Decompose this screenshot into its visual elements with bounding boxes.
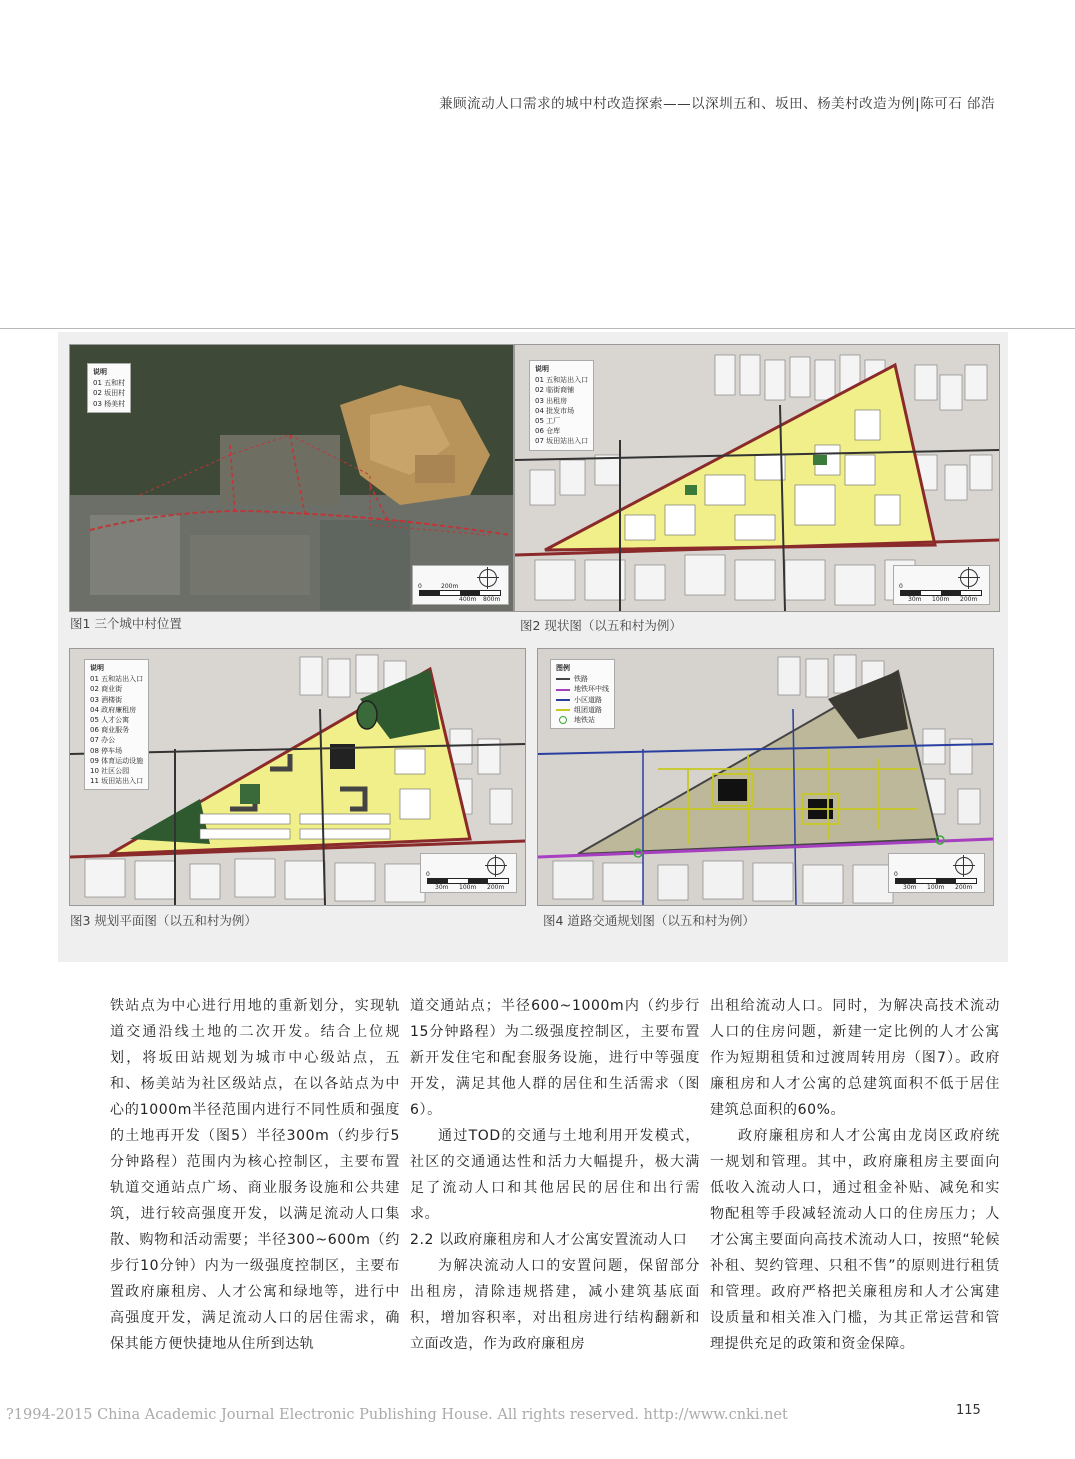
figure-2-scalebar [893, 565, 990, 605]
cluster-road-swatch [556, 709, 570, 711]
figure-2-legend [529, 360, 594, 451]
figure-2-caption: 图2 现状图（以五和村为例） [520, 618, 682, 633]
legend-item: 04 政府廉租房 [90, 705, 137, 714]
legend-item: 03 出租房 [535, 396, 568, 405]
legend-item: 05 工厂 [535, 417, 561, 426]
legend-title: 说明 [90, 664, 104, 672]
scale-label: 100m [932, 596, 950, 603]
figure-3-scalebar [420, 853, 517, 893]
north-arrow-icon [487, 857, 505, 875]
legend-item: 01 五和站出入口 [90, 675, 144, 684]
legend-item-railway: 铁路 [556, 674, 609, 684]
legend-item-metro: 地铁环中线 [556, 684, 609, 694]
scale-label: 30m [435, 884, 449, 891]
paragraph: 通过TOD的交通与土地利用开发模式，社区的交通通达性和活力大幅提升，极大满足了流动人口和其他居民的居住和出行需求。 [410, 1128, 700, 1222]
legend-item: 07 坂田站出入口 [535, 437, 589, 446]
legend-item: 03 酒楼街 [90, 695, 123, 704]
body-column-2 [410, 993, 700, 1357]
legend-item: 07 办公 [90, 736, 116, 745]
station-icon [559, 716, 567, 724]
north-arrow-icon [960, 569, 978, 587]
railway-swatch [556, 678, 570, 680]
scale-label: 0 [426, 871, 430, 878]
paragraph: 出租给流动人口。同时，为解决高技术流动人口的住房问题，新建一定比例的人才公寓作为短期租赁和过渡周转用房（图7）。政府廉租房和人才公寓的总建筑面积不低于居住建筑总面积的60%。 [710, 998, 1000, 1118]
legend-item: 02 坂田村 [93, 389, 126, 398]
legend-item-cluster-road: 组团道路 [556, 705, 609, 715]
legend-item: 09 体育运动设施 [90, 756, 144, 765]
legend-item: 02 商业街 [90, 685, 123, 694]
copyright-footer: ?1994-2015 China Academic Journal Electronic Publishing House. All rights reserved. http://www.cnki.net [6, 1407, 788, 1423]
legend-item: 06 仓库 [535, 427, 561, 436]
scale-label: 200m [487, 884, 505, 891]
scale-label: 30m [903, 884, 917, 891]
figure-1-caption: 图1 三个城中村位置 [70, 616, 182, 631]
legend-item: 04 批发市场 [535, 406, 575, 415]
legend-item: 05 人才公寓 [90, 716, 130, 725]
scale-label: 0 [894, 871, 898, 878]
scale-label: 200m [960, 596, 978, 603]
north-arrow-icon [479, 569, 497, 587]
scale-label: 0 [418, 583, 422, 590]
paragraph: 铁站点为中心进行用地的重新划分，实现轨道交通沿线土地的二次开发。结合上位规划，将坂田站规划为城市中心级站点，五和、杨美站为社区级站点，在以各站点为中心的1000m半径范围内进行不同性质和强度的土地再开发（图5）半径300m（约步行5分钟路程）范围内为核心控制区，主要布置轨道交通站点广场、商业服务设施和公共建筑，进行较高强度开发，以满足流动人口集散、购物和活动需要；半径300~600m（约步行10分钟）内为一级强度控制区，主要布置政府廉租房、人才公寓和绿地等，进行中高强度开发，满足流动人口的居住需求，确保其能方便快捷地从住所到达轨 [110, 998, 400, 1352]
legend-item: 11 坂田站出入口 [90, 777, 144, 786]
paragraph: 道交通站点；半径600~1000m内（约步行15分钟路程）为二级强度控制区，主要布置新开发住宅和配套服务设施，进行中等强度开发，满足其他人群的居住和生活需求（图6）。 [410, 998, 700, 1118]
figure-4-caption: 图4 道路交通规划图（以五和村为例） [543, 913, 755, 928]
paragraph: 政府廉租房和人才公寓由龙岗区政府统一规划和管理。其中，政府廉租房主要面向低收入流动人口，通过租金补贴、减免和实物配租等手段减轻流动人口的住房压力；人才公寓主要面向高技术流动人口，按照“轮候补租、契约管理、只租不售”的原则进行租赁和管理。政府严格把关廉租房和人才公寓建设质量和相关准入门槛，为其正常运营和管理提供充足的政策和资金保障。 [710, 1128, 1000, 1352]
scale-label: 800m [483, 596, 501, 603]
scale-label: 100m [927, 884, 945, 891]
figure-1-map [69, 344, 514, 612]
legend-item: 02 临街商铺 [535, 386, 575, 395]
figure-3-caption: 图3 规划平面图（以五和村为例） [70, 913, 257, 928]
metro-swatch [556, 689, 570, 691]
legend-title: 说明 [93, 368, 107, 376]
figure-4-legend [550, 659, 615, 729]
district-road-swatch [556, 699, 570, 701]
paragraph: 为解决流动人口的安置问题，保留部分出租房，清除违规搭建，减小建筑基底面积，增加容积率，对出租房进行结构翻新和立面改造，作为政府廉租房 [410, 1258, 700, 1352]
figure-1-scalebar [412, 565, 509, 605]
scale-label: 30m [908, 596, 922, 603]
header-rule [0, 328, 1075, 329]
figure-3-map [69, 648, 526, 906]
section-heading: 2.2 以政府廉租房和人才公寓安置流动人口 [410, 1232, 688, 1248]
figure-2-map [514, 344, 1000, 612]
body-column-3 [710, 993, 1000, 1357]
legend-title: 图例 [556, 664, 570, 672]
running-header: 兼顾流动人口需求的城中村改造探索——以深圳五和、坂田、杨美村改造为例|陈可石 邰浩 [439, 96, 995, 112]
body-column-1 [110, 993, 400, 1357]
figure-1-legend [87, 363, 131, 413]
legend-item-station: 地铁站 [556, 715, 609, 725]
scale-label: 100m [459, 884, 477, 891]
legend-item: 10 社区公园 [90, 767, 130, 776]
legend-item-district-road: 小区道路 [556, 695, 609, 705]
scale-label: 200m [441, 583, 459, 590]
figure-3-legend [84, 659, 149, 790]
scale-label: 0 [899, 583, 903, 590]
scale-label: 400m [459, 596, 477, 603]
legend-item: 01 五和站出入口 [535, 376, 589, 385]
scale-label: 200m [955, 884, 973, 891]
legend-item: 08 停车场 [90, 746, 123, 755]
figure-4-map [537, 648, 994, 906]
figure-4-scalebar [888, 853, 985, 893]
legend-item: 03 杨美村 [93, 399, 126, 408]
legend-item: 06 商业服务 [90, 726, 130, 735]
page-number: 115 [956, 1403, 981, 1418]
north-arrow-icon [955, 857, 973, 875]
legend-item: 01 五和村 [93, 379, 126, 388]
legend-title: 说明 [535, 365, 549, 373]
